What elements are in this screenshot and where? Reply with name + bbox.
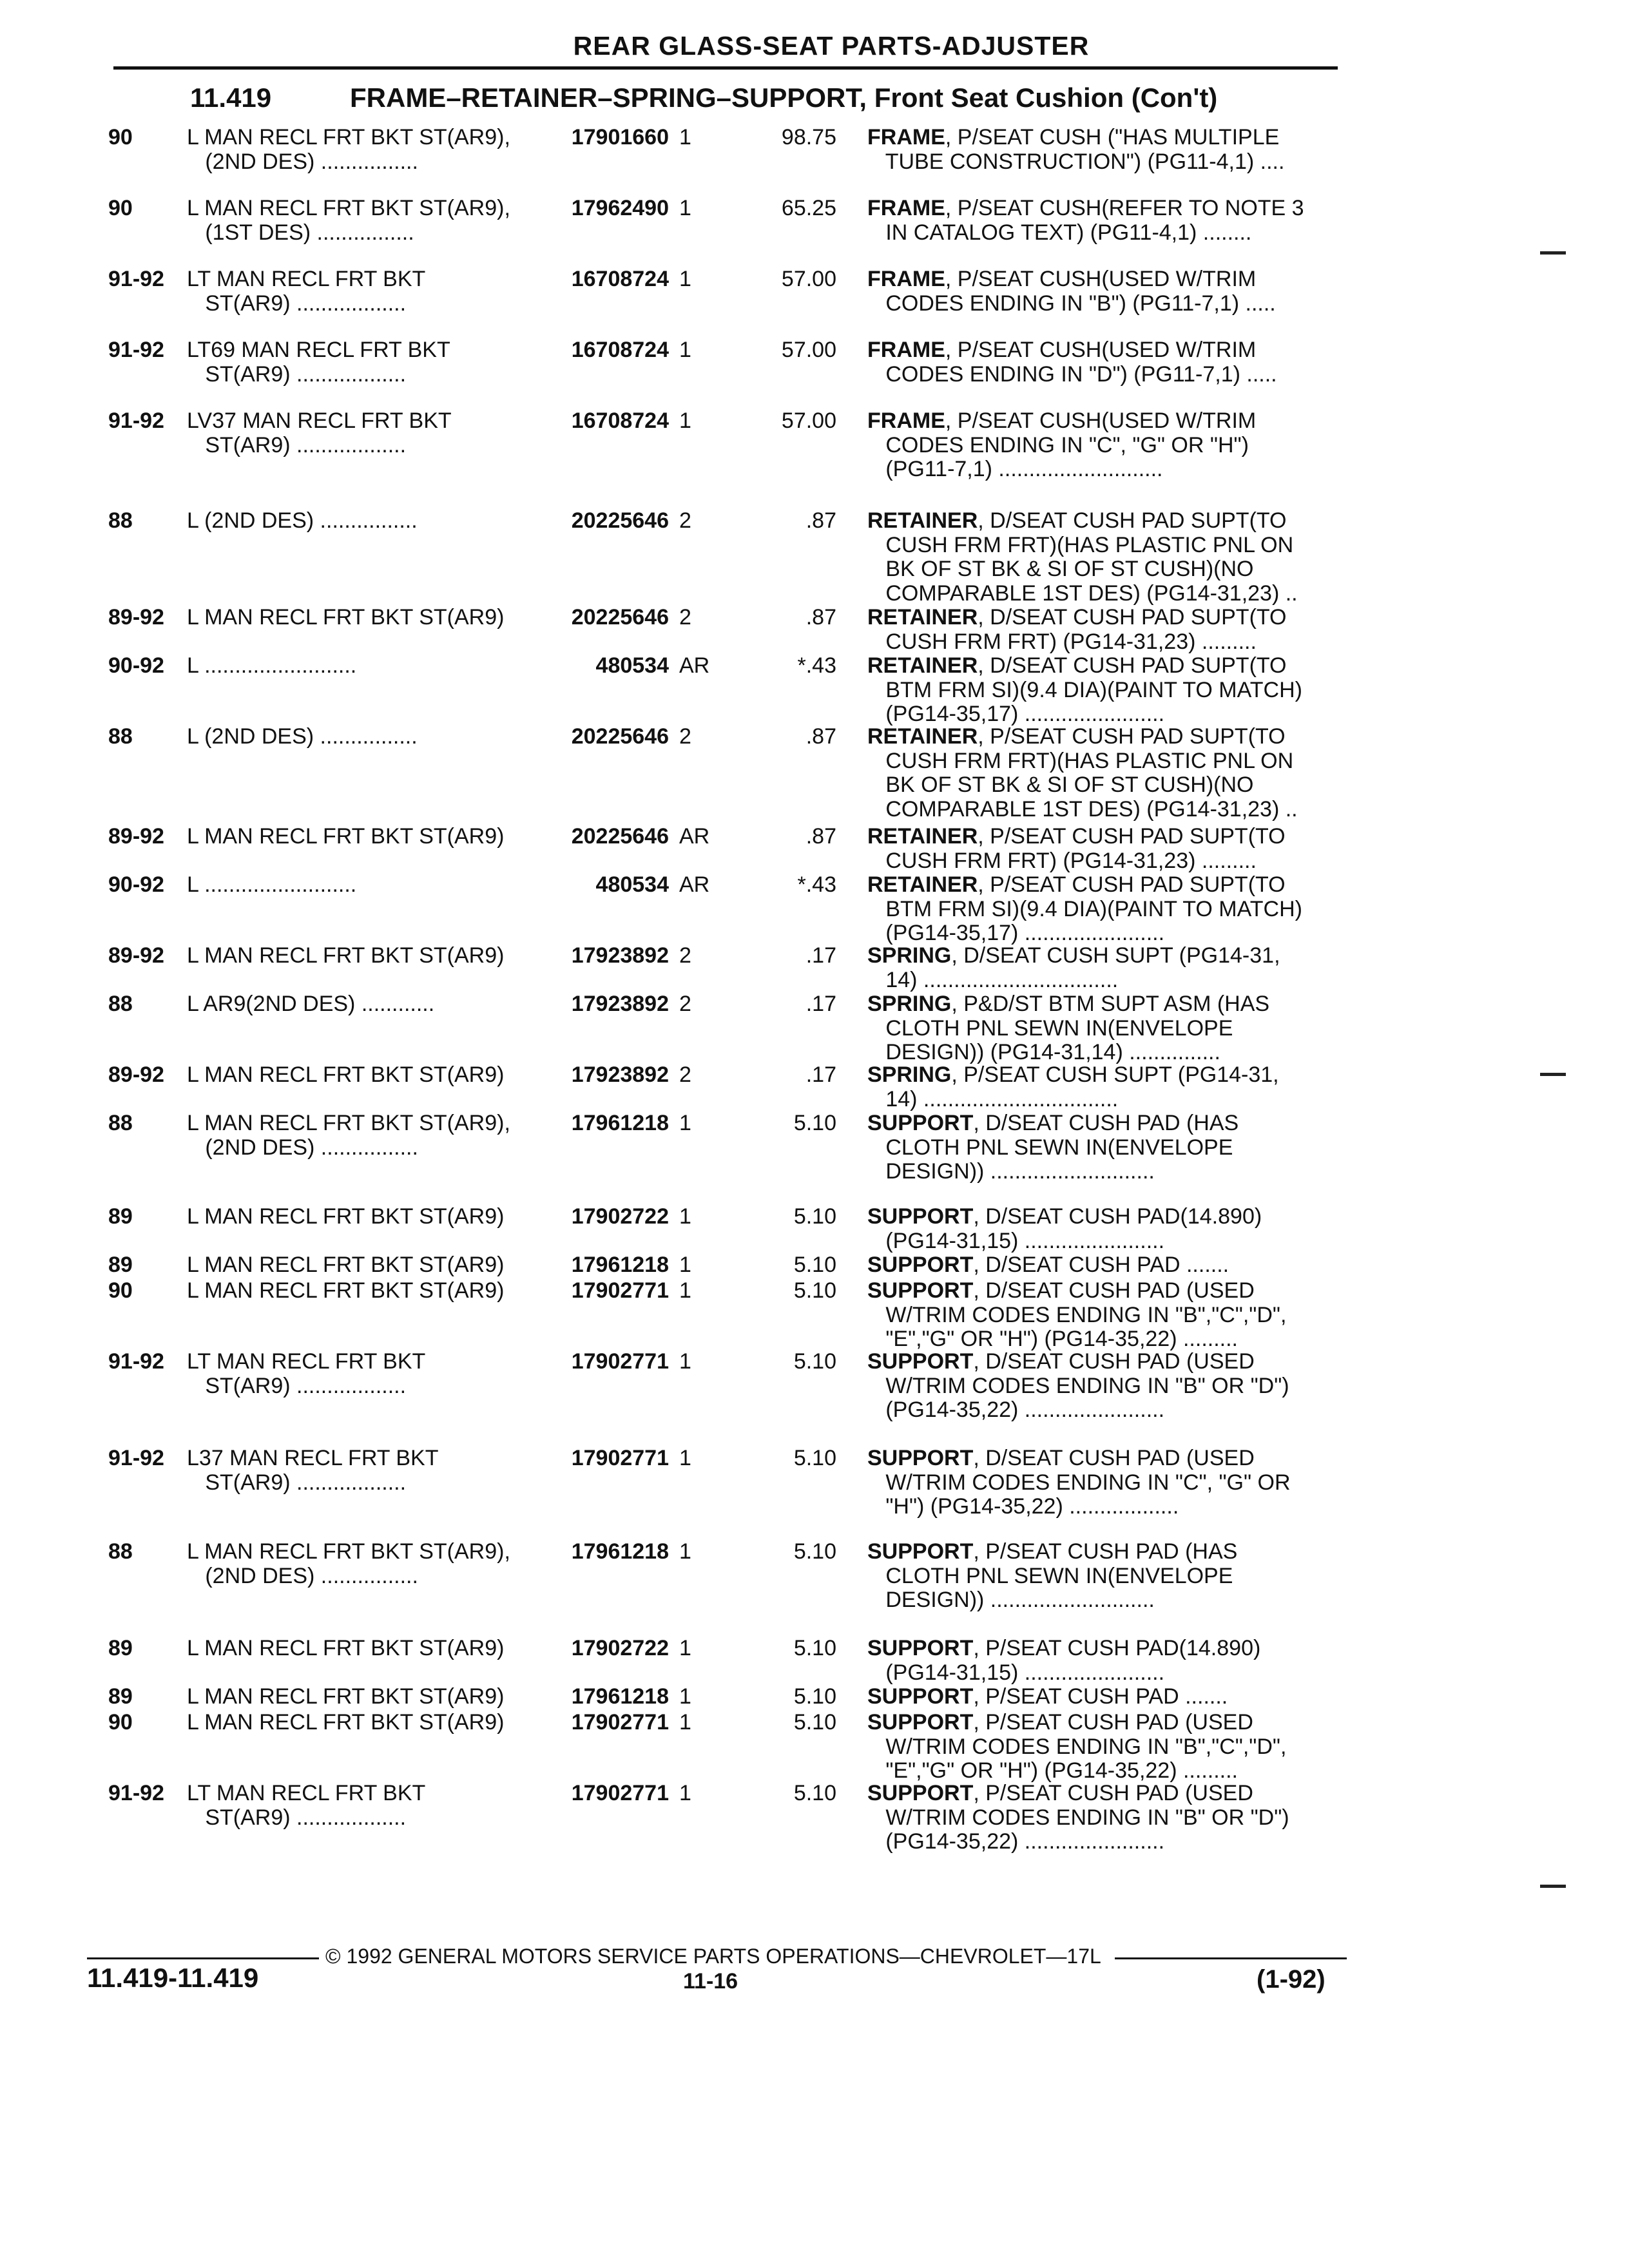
cell-model: L MAN RECL FRT BKT ST(AR9) bbox=[187, 1204, 505, 1229]
cell-qty: 1 bbox=[679, 1781, 691, 1805]
cell-part: 480534 bbox=[595, 653, 669, 678]
cell-part: 20225646 bbox=[571, 724, 669, 749]
cell-price: 5.10 bbox=[793, 1446, 836, 1470]
cell-qty: 2 bbox=[679, 724, 691, 749]
description-keyword: RETAINER bbox=[867, 825, 978, 849]
cell-model: L ......................... bbox=[187, 872, 357, 897]
cell-year: 89 bbox=[108, 1636, 133, 1660]
cell-price: .87 bbox=[805, 605, 836, 629]
footer-rule-right bbox=[1115, 1957, 1347, 1959]
cell-description bbox=[867, 1279, 1344, 1352]
description-text: , P/SEAT CUSH SUPT (PG14-31, 14) ................................ bbox=[885, 1063, 1279, 1111]
cell-description bbox=[867, 873, 1344, 946]
description-text: , D/SEAT CUSH PAD SUPT(TO CUSH FRM FRT) (PG14-31,23) ......... bbox=[885, 606, 1287, 654]
cell-price: 57.00 bbox=[781, 338, 836, 362]
cell-description bbox=[867, 1253, 1344, 1278]
footer-rule-left bbox=[87, 1957, 319, 1959]
description-keyword: SUPPORT bbox=[867, 1711, 974, 1735]
cell-qty: AR bbox=[679, 653, 710, 678]
cell-qty: 1 bbox=[679, 1684, 691, 1709]
cell-part: 17962490 bbox=[571, 196, 669, 220]
description-text: , D/SEAT CUSH PAD SUPT(TO BTM FRM SI)(9.4 DIA)(PAINT TO MATCH) (PG14-35,17) ....................... bbox=[885, 654, 1302, 726]
description-keyword: RETAINER bbox=[867, 654, 978, 678]
cell-year: 89-92 bbox=[108, 605, 164, 629]
cell-price: .87 bbox=[805, 724, 836, 749]
description-keyword: RETAINER bbox=[867, 873, 978, 897]
description-keyword: SUPPORT bbox=[867, 1111, 974, 1135]
description-keyword: SUPPORT bbox=[867, 1350, 974, 1374]
description-text: , P/SEAT CUSH PAD (HAS CLOTH PNL SEWN IN(ENVELOPE DESIGN)) ........................... bbox=[885, 1540, 1238, 1612]
cell-year: 89 bbox=[108, 1204, 133, 1229]
cell-description bbox=[867, 1446, 1344, 1519]
cell-description bbox=[867, 1205, 1344, 1253]
description-text: , P/SEAT CUSH ("HAS MULTIPLE TUBE CONSTRUCTION") (PG11-4,1) .... bbox=[885, 126, 1285, 174]
description-keyword: SUPPORT bbox=[867, 1637, 974, 1660]
cell-year: 90-92 bbox=[108, 872, 164, 897]
margin-mark bbox=[1540, 1073, 1566, 1076]
cell-qty: AR bbox=[679, 824, 710, 849]
cell-description bbox=[867, 1063, 1344, 1111]
description-keyword: SUPPORT bbox=[867, 1205, 974, 1229]
description-keyword: SPRING bbox=[867, 992, 952, 1016]
cell-description bbox=[867, 606, 1344, 654]
cell-part: 17902722 bbox=[571, 1636, 669, 1660]
cell-model: L MAN RECL FRT BKT ST(AR9) bbox=[187, 1278, 505, 1303]
cell-model: L (2ND DES) ................ bbox=[187, 724, 418, 749]
cell-model: L MAN RECL FRT BKT ST(AR9), (2ND DES) ................ bbox=[187, 1539, 510, 1588]
margin-mark bbox=[1540, 251, 1566, 255]
cell-year: 89-92 bbox=[108, 824, 164, 849]
cell-model: L MAN RECL FRT BKT ST(AR9), (1ST DES) ................ bbox=[187, 196, 510, 245]
cell-price: 5.10 bbox=[793, 1684, 836, 1709]
cell-part: 16708724 bbox=[571, 408, 669, 433]
cell-part: 17923892 bbox=[571, 943, 669, 968]
cell-year: 89 bbox=[108, 1253, 133, 1277]
cell-description bbox=[867, 1111, 1344, 1184]
cell-qty: 1 bbox=[679, 1710, 691, 1735]
cell-model: LT MAN RECL FRT BKT ST(AR9) .................. bbox=[187, 1349, 426, 1398]
cell-qty: 1 bbox=[679, 125, 691, 149]
description-text: , P/SEAT CUSH PAD (USED W/TRIM CODES ENDING IN "B","C","D", "E","G" OR "H") (PG14-35,22) ......... bbox=[885, 1711, 1287, 1783]
cell-model: L MAN RECL FRT BKT ST(AR9) bbox=[187, 824, 505, 849]
description-text: , D/SEAT CUSH PAD (HAS CLOTH PNL SEWN IN(ENVELOPE DESIGN)) ........................... bbox=[885, 1111, 1239, 1184]
description-text: , D/SEAT CUSH PAD SUPT(TO CUSH FRM FRT)(HAS PLASTIC PNL ON BK OF ST BK & SI OF ST CUSH)(NO COMPARABLE 1ST DES) (PG14-31,23) .. bbox=[885, 509, 1298, 606]
description-text: , P&D/ST BTM SUPT ASM (HAS CLOTH PNL SEWN IN(ENVELOPE DESIGN)) (PG14-31,14) ............... bbox=[885, 992, 1270, 1064]
description-text: , P/SEAT CUSH PAD SUPT(TO BTM FRM SI)(9.4 DIA)(PAINT TO MATCH) (PG14-35,17) ....................... bbox=[885, 873, 1302, 945]
cell-price: 5.10 bbox=[793, 1781, 836, 1805]
cell-part: 17961218 bbox=[571, 1253, 669, 1277]
cell-part: 20225646 bbox=[571, 508, 669, 533]
cell-year: 91-92 bbox=[108, 1446, 164, 1470]
cell-qty: 1 bbox=[679, 408, 691, 433]
cell-part: 480534 bbox=[595, 872, 669, 897]
cell-description bbox=[867, 126, 1344, 174]
cell-description bbox=[867, 1711, 1344, 1783]
cell-price: .87 bbox=[805, 508, 836, 533]
description-text: , P/SEAT CUSH(REFER TO NOTE 3 IN CATALOG TEXT) (PG11-4,1) ........ bbox=[885, 197, 1304, 245]
footer-copyright: © 1992 GENERAL MOTORS SERVICE PARTS OPERATIONS—CHEVROLET—17L bbox=[325, 1945, 1101, 1968]
cell-year: 88 bbox=[108, 724, 133, 749]
cell-part: 20225646 bbox=[571, 824, 669, 849]
cell-qty: 1 bbox=[679, 1253, 691, 1277]
cell-part: 17901660 bbox=[571, 125, 669, 149]
cell-price: 5.10 bbox=[793, 1349, 836, 1374]
cell-price: .17 bbox=[805, 992, 836, 1016]
description-keyword: SUPPORT bbox=[867, 1446, 974, 1470]
cell-model: L37 MAN RECL FRT BKT ST(AR9) .................. bbox=[187, 1446, 439, 1495]
cell-year: 89-92 bbox=[108, 943, 164, 968]
cell-year: 89-92 bbox=[108, 1062, 164, 1087]
description-keyword: SUPPORT bbox=[867, 1782, 974, 1805]
cell-model: LT69 MAN RECL FRT BKT ST(AR9) .................. bbox=[187, 338, 450, 387]
cell-price: .17 bbox=[805, 943, 836, 968]
cell-qty: 1 bbox=[679, 1636, 691, 1660]
cell-model: L MAN RECL FRT BKT ST(AR9) bbox=[187, 1710, 505, 1735]
description-text: , P/SEAT CUSH PAD SUPT(TO CUSH FRM FRT) (PG14-31,23) ......... bbox=[885, 825, 1286, 873]
cell-model: L MAN RECL FRT BKT ST(AR9), (2ND DES) ................ bbox=[187, 1111, 510, 1160]
cell-description bbox=[867, 509, 1344, 606]
cell-price: 5.10 bbox=[793, 1278, 836, 1303]
cell-year: 88 bbox=[108, 508, 133, 533]
cell-year: 91-92 bbox=[108, 267, 164, 291]
description-text: , D/SEAT CUSH PAD ....... bbox=[973, 1253, 1229, 1277]
cell-price: 5.10 bbox=[793, 1710, 836, 1735]
cell-model: L MAN RECL FRT BKT ST(AR9) bbox=[187, 1684, 505, 1709]
footer-date-code: (1-92) bbox=[1257, 1965, 1325, 1994]
cell-qty: AR bbox=[679, 872, 710, 897]
cell-year: 89 bbox=[108, 1684, 133, 1709]
cell-part: 20225646 bbox=[571, 605, 669, 629]
description-text: , P/SEAT CUSH PAD ....... bbox=[973, 1685, 1228, 1709]
cell-year: 88 bbox=[108, 992, 133, 1016]
cell-year: 90 bbox=[108, 196, 133, 220]
cell-description bbox=[867, 1540, 1344, 1613]
cell-description bbox=[867, 654, 1344, 727]
description-keyword: FRAME bbox=[867, 267, 945, 291]
cell-description bbox=[867, 267, 1344, 316]
cell-year: 90 bbox=[108, 1710, 133, 1735]
cell-model: L MAN RECL FRT BKT ST(AR9) bbox=[187, 1253, 505, 1277]
description-keyword: FRAME bbox=[867, 409, 945, 433]
cell-part: 17961218 bbox=[571, 1111, 669, 1135]
description-keyword: SUPPORT bbox=[867, 1540, 974, 1564]
footer-page-number: 11-16 bbox=[683, 1969, 738, 1994]
cell-year: 90-92 bbox=[108, 653, 164, 678]
cell-part: 17902771 bbox=[571, 1278, 669, 1303]
cell-model: L MAN RECL FRT BKT ST(AR9) bbox=[187, 943, 505, 968]
description-text: , D/SEAT CUSH PAD (USED W/TRIM CODES ENDING IN "C", "G" OR "H") (PG14-35,22) .................. bbox=[885, 1446, 1291, 1519]
cell-price: 57.00 bbox=[781, 267, 836, 291]
cell-price: 65.25 bbox=[781, 196, 836, 220]
description-keyword: RETAINER bbox=[867, 606, 978, 629]
cell-year: 91-92 bbox=[108, 338, 164, 362]
cell-description bbox=[867, 409, 1344, 482]
cell-part: 17902771 bbox=[571, 1349, 669, 1374]
cell-year: 88 bbox=[108, 1111, 133, 1135]
cell-qty: 2 bbox=[679, 605, 691, 629]
section-number: 11.419 bbox=[190, 82, 272, 113]
description-text: , P/SEAT CUSH(USED W/TRIM CODES ENDING IN "D") (PG11-7,1) ..... bbox=[885, 338, 1277, 387]
description-keyword: SPRING bbox=[867, 944, 952, 968]
description-keyword: SUPPORT bbox=[867, 1685, 974, 1709]
cell-qty: 1 bbox=[679, 1446, 691, 1470]
cell-model: L (2ND DES) ................ bbox=[187, 508, 418, 533]
section-title-text: FRAME–RETAINER–SPRING–SUPPORT, Front Seat Cushion bbox=[350, 82, 1124, 113]
description-text: , P/SEAT CUSH(USED W/TRIM CODES ENDING IN "C", "G" OR "H") (PG11-7,1) ........................... bbox=[885, 409, 1257, 481]
cell-price: *.43 bbox=[797, 653, 836, 678]
section-continued: (Con't) bbox=[1131, 82, 1218, 113]
cell-price: 57.00 bbox=[781, 408, 836, 433]
cell-price: .87 bbox=[805, 824, 836, 849]
cell-qty: 2 bbox=[679, 992, 691, 1016]
cell-part: 17961218 bbox=[571, 1684, 669, 1709]
cell-year: 90 bbox=[108, 125, 133, 149]
cell-year: 90 bbox=[108, 1278, 133, 1303]
cell-qty: 1 bbox=[679, 1539, 691, 1564]
description-keyword: FRAME bbox=[867, 126, 945, 149]
description-text: , P/SEAT CUSH(USED W/TRIM CODES ENDING IN "B") (PG11-7,1) ..... bbox=[885, 267, 1276, 316]
cell-qty: 1 bbox=[679, 1204, 691, 1229]
margin-mark bbox=[1540, 1885, 1566, 1888]
cell-qty: 2 bbox=[679, 1062, 691, 1087]
cell-price: *.43 bbox=[797, 872, 836, 897]
description-keyword: FRAME bbox=[867, 338, 945, 362]
description-text: , D/SEAT CUSH PAD (USED W/TRIM CODES ENDING IN "B","C","D", "E","G" OR "H") (PG14-35,22) ......... bbox=[885, 1279, 1287, 1351]
cell-qty: 1 bbox=[679, 1278, 691, 1303]
cell-part: 17923892 bbox=[571, 1062, 669, 1087]
cell-model: L MAN RECL FRT BKT ST(AR9) bbox=[187, 1636, 505, 1660]
cell-description bbox=[867, 197, 1344, 245]
cell-description bbox=[867, 1782, 1344, 1854]
cell-description bbox=[867, 725, 1344, 822]
cell-description bbox=[867, 992, 1344, 1065]
cell-qty: 1 bbox=[679, 338, 691, 362]
cell-price: .17 bbox=[805, 1062, 836, 1087]
cell-description bbox=[867, 1637, 1344, 1685]
description-keyword: RETAINER bbox=[867, 725, 978, 749]
cell-description bbox=[867, 825, 1344, 873]
cell-part: 16708724 bbox=[571, 267, 669, 291]
cell-price: 5.10 bbox=[793, 1539, 836, 1564]
cell-description bbox=[867, 1350, 1344, 1423]
cell-model: L MAN RECL FRT BKT ST(AR9) bbox=[187, 1062, 505, 1087]
cell-part: 17902771 bbox=[571, 1781, 669, 1805]
description-text: , P/SEAT CUSH PAD(14.890) (PG14-31,15) ....................... bbox=[885, 1637, 1261, 1685]
description-keyword: FRAME bbox=[867, 197, 945, 220]
cell-price: 5.10 bbox=[793, 1111, 836, 1135]
cell-qty: 1 bbox=[679, 1349, 691, 1374]
cell-part: 16708724 bbox=[571, 338, 669, 362]
cell-part: 17902722 bbox=[571, 1204, 669, 1229]
description-keyword: RETAINER bbox=[867, 509, 978, 533]
cell-price: 5.10 bbox=[793, 1636, 836, 1660]
description-text: , P/SEAT CUSH PAD SUPT(TO CUSH FRM FRT)(HAS PLASTIC PNL ON BK OF ST BK & SI OF ST CUSH)(NO COMPARABLE 1ST DES) (PG14-31,23) .. bbox=[885, 725, 1298, 822]
description-keyword: SUPPORT bbox=[867, 1253, 974, 1277]
cell-model: LT MAN RECL FRT BKT ST(AR9) .................. bbox=[187, 267, 426, 316]
description-text: , D/SEAT CUSH PAD (USED W/TRIM CODES ENDING IN "B" OR "D") (PG14-35,22) ....................... bbox=[885, 1350, 1289, 1422]
cell-qty: 2 bbox=[679, 508, 691, 533]
cell-year: 91-92 bbox=[108, 1781, 164, 1805]
cell-qty: 1 bbox=[679, 267, 691, 291]
cell-model: L ......................... bbox=[187, 653, 357, 678]
description-keyword: SPRING bbox=[867, 1063, 952, 1087]
cell-description bbox=[867, 944, 1344, 992]
description-keyword: SUPPORT bbox=[867, 1279, 974, 1303]
cell-qty: 2 bbox=[679, 943, 691, 968]
cell-year: 91-92 bbox=[108, 1349, 164, 1374]
cell-part: 17902771 bbox=[571, 1710, 669, 1735]
cell-model: L AR9(2ND DES) ............ bbox=[187, 992, 435, 1016]
description-text: , D/SEAT CUSH SUPT (PG14-31, 14) ................................ bbox=[885, 944, 1280, 992]
cell-price: 98.75 bbox=[781, 125, 836, 149]
description-text: , P/SEAT CUSH PAD (USED W/TRIM CODES ENDING IN "B" OR "D") (PG14-35,22) ....................... bbox=[885, 1782, 1289, 1854]
cell-description bbox=[867, 338, 1344, 387]
cell-model: LT MAN RECL FRT BKT ST(AR9) .................. bbox=[187, 1781, 426, 1830]
cell-price: 5.10 bbox=[793, 1253, 836, 1277]
cell-description bbox=[867, 1685, 1344, 1709]
page-header-title: REAR GLASS-SEAT PARTS-ADJUSTER bbox=[573, 31, 1090, 61]
cell-model: L MAN RECL FRT BKT ST(AR9), (2ND DES) ................ bbox=[187, 125, 510, 174]
cell-year: 91-92 bbox=[108, 408, 164, 433]
cell-model: LV37 MAN RECL FRT BKT ST(AR9) .................. bbox=[187, 408, 452, 457]
cell-part: 17923892 bbox=[571, 992, 669, 1016]
footer-section-range: 11.419-11.419 bbox=[87, 1963, 259, 1993]
cell-price: 5.10 bbox=[793, 1204, 836, 1229]
description-text: , D/SEAT CUSH PAD(14.890) (PG14-31,15) ....................... bbox=[885, 1205, 1262, 1253]
cell-part: 17961218 bbox=[571, 1539, 669, 1564]
cell-model: L MAN RECL FRT BKT ST(AR9) bbox=[187, 605, 505, 629]
cell-part: 17902771 bbox=[571, 1446, 669, 1470]
cell-qty: 1 bbox=[679, 1111, 691, 1135]
cell-year: 88 bbox=[108, 1539, 133, 1564]
cell-qty: 1 bbox=[679, 196, 691, 220]
